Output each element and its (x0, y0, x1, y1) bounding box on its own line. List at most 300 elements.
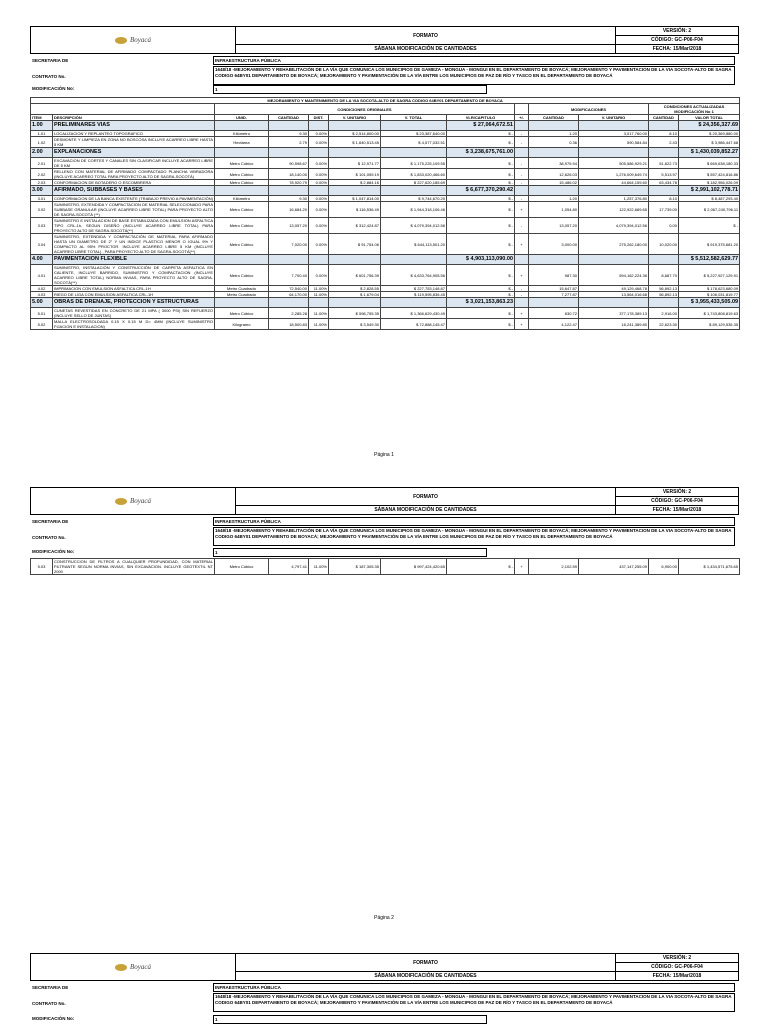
table-row (31, 202, 740, 218)
updated-total: $ 106,031,819.77 (679, 292, 740, 298)
unit: Metro Cúbico (215, 234, 269, 255)
table-cell (579, 186, 649, 196)
table-cell (309, 121, 329, 131)
chapter-title: PRELIMINARES VIAS (53, 121, 215, 131)
item-code: 5.02 (31, 319, 53, 330)
group-actualizadas: CONDICIONES ACTUALIZADAS MODIFICACIÓN No 1 (649, 104, 740, 115)
chapter-value: $ - (447, 292, 515, 298)
table-cell (529, 255, 579, 265)
unit-value: $ 1,047,814.00 (329, 196, 381, 202)
unit-value: $ 101,059.19 (329, 169, 381, 180)
item-code: 3.01 (31, 196, 53, 202)
chapter-item: 5.00 (31, 298, 53, 308)
updated-quantity: 6,900.00 (649, 559, 679, 575)
item-description: IMPRIMACION CON EMULSION ASFALTICA CRL-1H (53, 286, 215, 292)
mod-value: 275,262,180.00 (579, 234, 649, 255)
unit-value: $ 91,754.06 (329, 234, 381, 255)
mod-quantity: 12,626.03 (529, 169, 579, 180)
updated-total: $ 20,369,880.00 (679, 131, 740, 137)
chapter-value: $ - (447, 202, 515, 218)
mod-quantity: 4,122.47 (529, 319, 579, 330)
modificacion-value: 1 (213, 85, 487, 94)
total-value: $ 1,833,020,466.60 (381, 169, 447, 180)
codigo-label: CÓDIGO: GC-P06-F04 (616, 36, 739, 45)
table-cell (529, 121, 579, 131)
quantity: 9.30 (269, 196, 309, 202)
chapter-title: AFIRMADO, SUBBASES Y BASES (53, 186, 215, 196)
table-cell (329, 255, 381, 265)
chapter-row (31, 186, 740, 196)
item-description: SUMINISTRO E INSTALACION DE BASE ESTABILIZADA CON EMULSION ASFALTICA TIPO CRL-1h, SEGUN DISEÑO (INCLUYE ACARREO LIBRE TOTAL) PARA PROYECTO ALTO DE SAGRA-SOCOTÁ(**) (54, 218, 213, 233)
distance: 11.00% (309, 319, 329, 330)
chapter-total: $ 2,991,102,778.71 (679, 186, 740, 196)
distance: 0.00% (309, 234, 329, 255)
distance: 11.00% (309, 292, 329, 298)
logo: Boyacá (31, 488, 236, 515)
total-value: $ 227,620,185.69 (381, 180, 447, 186)
unit: Metro Cúbico (215, 308, 269, 319)
table-cell (515, 298, 529, 308)
item-description: CONFORMACION DE LA BANCA EXISTENTE (TRABAJO PREVIO A PAVIMENTACIÓN) (54, 196, 213, 201)
table-cell (269, 255, 309, 265)
updated-total: $ 5,227,927,129.91 (679, 265, 740, 286)
chapter-value: $ - (447, 286, 515, 292)
table-cell (515, 255, 529, 265)
logo: Boyacá (31, 27, 236, 54)
table-row (31, 158, 740, 169)
chapter-value: $ 3,021,153,863.23 (447, 298, 515, 308)
secretaria-value: INFRAESTRUCTURA PÚBLICA (213, 517, 735, 526)
fecha-label: FECHA: 15/Mar/2018 (616, 506, 739, 515)
unit-value: $ 2,884.16 (329, 180, 381, 186)
chapter-total: $ 3,955,433,505.09 (679, 298, 740, 308)
chapter-total: $ 1,430,039,852.27 (679, 148, 740, 158)
unit: Metro Cúbico (215, 559, 269, 575)
item-description: SUMINISTRO, EXTENDIDA Y COMPACTACIÓN DE MATERIAL PARA AFIRMADO HASTA UN DIAMETRO DE 2" Y UN INDICE PLASTICO MENOR O IGUAL 9% Y COMPACTO AL 95% PROCTOR. INCLUYE ACARREO LIBRE 5 KM (INCLUYE ACARREO LIBRE TOTAL) , PARA PROYECTO ALTO DE SAGRA-SOCOTÁ(**) (54, 234, 213, 254)
mod-quantity: 0.36 (529, 137, 579, 148)
sign: + (515, 202, 529, 218)
mod-quantity: 1,054.80 (529, 202, 579, 218)
table-cell (329, 298, 381, 308)
table-cell (309, 298, 329, 308)
table-cell (381, 186, 447, 196)
updated-quantity: 17,739.00 (649, 202, 679, 218)
table-cell (269, 186, 309, 196)
unit: Metro Cuadrado (215, 286, 269, 292)
mod-value: 4,079,394,012.56 (579, 218, 649, 234)
table-cell (215, 255, 269, 265)
chapter-title: OBRAS DE DRENAJE, PROTECCION Y ESTRUCTURAS (53, 298, 215, 308)
distance: 0.00% (309, 202, 329, 218)
total-value: $ 119,595,836.45 (381, 292, 447, 298)
table-cell (381, 298, 447, 308)
unit-value: $ 312,424.87 (329, 218, 381, 234)
updated-quantity: 0.00 (649, 218, 679, 234)
table-row (31, 265, 740, 286)
contract-info (30, 983, 739, 1023)
modificacion-value: 1 (213, 1015, 487, 1024)
unit-value: $ 2,514,800.00 (329, 131, 381, 137)
mod-value: 594,162,224.36 (579, 265, 649, 286)
unit-value: $ 1,640,513.45 (329, 137, 381, 148)
chapter-value: $ - (447, 319, 515, 330)
mod-quantity: 15,647.87 (529, 286, 579, 292)
col-header: DIST. (309, 115, 329, 121)
table-cell (269, 148, 309, 158)
updated-quantity: 63,434.78 (649, 180, 679, 186)
table-cell (579, 148, 649, 158)
mod-quantity: 630.72 (529, 308, 579, 319)
item-code: 2.03 (31, 180, 53, 186)
distance: 0.00% (309, 131, 329, 137)
mod-value: 377,178,389.13 (579, 308, 649, 319)
chapter-row (31, 148, 740, 158)
updated-total: $ 1,434,571,675.65 (679, 559, 740, 575)
quantities-table (30, 97, 740, 330)
distance: 0.00% (309, 196, 329, 202)
item-code: 3.03 (31, 218, 53, 234)
mod-quantity: 987.30 (529, 265, 579, 286)
item-code: 3.02 (31, 202, 53, 218)
unit-value: $ 3,549.30 (329, 319, 381, 330)
sign: - (515, 180, 529, 186)
fecha-label: FECHA: 15/Mar/2018 (616, 972, 739, 981)
quantity: 7,020.00 (269, 234, 309, 255)
modificacion-label: MODIFICACIÓN No: (32, 1016, 75, 1021)
sign: + (515, 234, 529, 255)
unit: Metro Cúbico (215, 265, 269, 286)
total-value: $ 23,387,640.00 (381, 131, 447, 137)
mod-value: 590,584.84 (579, 137, 649, 148)
chapter-total: $ 5,512,582,629.77 (679, 255, 740, 265)
table-cell (529, 298, 579, 308)
table-cell (215, 298, 269, 308)
mod-value: 13,564,016.68 (579, 292, 649, 298)
total-value: $ 4,577,032.51 (381, 137, 447, 148)
table-cell (515, 121, 529, 131)
mod-value: 122,922,689.65 (579, 202, 649, 218)
distance: 0.00% (309, 180, 329, 186)
mod-quantity: 13,057.20 (529, 218, 579, 234)
chapter-item: 4.00 (31, 255, 53, 265)
sign: - (515, 292, 529, 298)
table-cell (649, 148, 679, 158)
chapter-value: $ 3,238,675,761.00 (447, 148, 515, 158)
formato-title: FORMATO (236, 488, 616, 506)
col-header: ITEM (31, 115, 53, 121)
chapter-value: $ - (447, 137, 515, 148)
item-code: 4.02 (31, 286, 53, 292)
mod-value: 505,586,929.21 (579, 158, 649, 169)
secretaria-value: INFRAESTRUCTURA PÚBLICA (213, 56, 735, 65)
col-header: DESCRIPCIÓN (53, 115, 215, 121)
secretaria-label: SECRETARIA DE (32, 519, 69, 524)
quantity: 9.30 (269, 131, 309, 137)
mod-quantity: 3,000.00 (529, 234, 579, 255)
quantity: 7,700.40 (269, 265, 309, 286)
item-description: CUNETAS REVESTIDAS EN CONCRETO DE 21 MPA ( 3000 PSI) SIN REFUERZO (INCLUYE SELLO DE JUNTAS) (54, 308, 213, 318)
chapter-value: $ - (447, 169, 515, 180)
unit: Metro Cúbico (215, 158, 269, 169)
total-value: $ 1,944,318,106.46 (381, 202, 447, 218)
table-row (31, 234, 740, 255)
updated-quantity: 10,020.00 (649, 234, 679, 255)
table-row (31, 559, 740, 575)
distance: 0.00% (309, 169, 329, 180)
item-description: CONFORMACION DE BOTADERO O ESCOMBRERA (53, 180, 215, 186)
item-description: EXCAVACION DE CORTES Y CANALES SIN CLASIFICAR INCLUYE ACARREO LIBRE DE 5 KM (54, 158, 213, 168)
sign: + (515, 319, 529, 330)
total-value: $ 9,744,670.20 (381, 196, 447, 202)
table-cell (381, 148, 447, 158)
page-number: Página 1 (374, 452, 394, 458)
item-description: LOCALIZACION Y REPLANTEO TOPOGRAFICO (53, 131, 215, 137)
updated-total: $ 2,067,240,796.11 (679, 202, 740, 218)
total-value: $ 4,079,394,012.56 (381, 218, 447, 234)
version-label: VERSIÓN: 2 (616, 27, 739, 36)
item-description: SUMINISTRO, INSTALACIÓN Y CONSTRUCCIÓN DE CARPETA ASFALTICA EN CALIENTE, INCLUYE BARRIDO, SUMINISTRO Y COMPACTACION (INCLUYE ACARREO LIBRE TOTAL) NORMA INVIAS, PARA PROYECTO ALTO DE SAGRA-SOCOTÁ(**) (54, 265, 213, 285)
total-value: $ 644,113,501.20 (381, 234, 447, 255)
table-cell (515, 148, 529, 158)
total-value: $ 4,633,764,905.56 (381, 265, 447, 286)
item-code: 1.01 (31, 131, 53, 137)
col-header: VLR/CAPITULO (447, 115, 515, 121)
item-code: 3.04 (31, 234, 53, 255)
updated-quantity: 2,916.00 (649, 308, 679, 319)
chapter-value: $ - (447, 234, 515, 255)
contrato-label: CONTRATO No. (32, 74, 66, 79)
table-cell (215, 148, 269, 158)
unit: Metro Cúbico (215, 202, 269, 218)
sabana-title: SÁBANA MODIFICACIÓN DE CANTIDADES (236, 972, 616, 981)
quantity: 90,598.67 (269, 158, 309, 169)
unit-value: $ 116,536.49 (329, 202, 381, 218)
updated-total: $ 919,375,681.20 (679, 234, 740, 255)
table-row (31, 169, 740, 180)
table-cell (309, 186, 329, 196)
chapter-value: $ - (447, 180, 515, 186)
chapter-value: $ - (447, 131, 515, 137)
logo: Boyacá (31, 954, 236, 981)
item-code: 5.01 (31, 308, 53, 319)
distance: 0.00% (309, 137, 329, 148)
unit: Kilogramo (215, 319, 269, 330)
table-cell (579, 298, 649, 308)
updated-quantity: 8,687.70 (649, 265, 679, 286)
table-cell (529, 148, 579, 158)
col-header: V. TOTAL (381, 115, 447, 121)
document-header (30, 953, 739, 981)
item-description: MALLA ELECTROSOLDADA 0.15 X 0.15 M D= 4MM (INCLUYE SUMINISTRO FIJACION E INSTALACION) (54, 319, 213, 329)
sabana-title: SÁBANA MODIFICACIÓN DE CANTIDADES (236, 45, 616, 54)
updated-total: $ - (679, 218, 740, 234)
item-description: SUMINISTRO, EXTENDIDA Y COMPACTACION DE MATERIAL SELECCIONADO PARA SUBBASE GRANULAR (INCLUYE ACARREO LIBRE TOTAL) PARA PROYECTO ALTO DE SAGRA-SOCOTÁ (**) (54, 202, 213, 217)
col-header: CANTIDAD (529, 115, 579, 121)
chapter-value: $ 27,064,672.51 (447, 121, 515, 131)
updated-total: $ 178,623,680.09 (679, 286, 740, 292)
chapter-title: EXPLANACIONES (53, 148, 215, 158)
chapter-value: $ - (447, 308, 515, 319)
table-cell (381, 255, 447, 265)
item-description: DESMONTE Y LIMPIEZA EN ZONA NO BOSCOSA INCLUYE ACARREO LIBRE HASTA 5 KM (54, 137, 213, 147)
mod-quantity: 7,277.87 (529, 292, 579, 298)
updated-quantity: 56,892.13 (649, 292, 679, 298)
mod-value: 44,664,159.60 (579, 180, 649, 186)
col-header: +/- (515, 115, 529, 121)
quantity: 18,140.00 (269, 169, 309, 180)
updated-quantity: 8.10 (649, 131, 679, 137)
item-code: 4.01 (31, 265, 53, 286)
table-cell (649, 298, 679, 308)
updated-total: $ 3,986,447.68 (679, 137, 740, 148)
unit-value: $ 1,679.04 (329, 292, 381, 298)
table-cell (649, 255, 679, 265)
col-header: CANTIDAD (269, 115, 309, 121)
chapter-value: $ - (447, 218, 515, 234)
item-code: 2.01 (31, 158, 53, 169)
distance: 11.00% (309, 286, 329, 292)
version-label: VERSIÓN: 2 (616, 954, 739, 963)
sign: - (515, 218, 529, 234)
item-description: RELLENO CON MATERIAL DE AFIRMADO COMPACTADO PLANCHA VIBRADORA (INCLUYE ACARREO TOTAL PARA PROYECTO ALTO DE SAGRA-SOCOTÁ) (54, 169, 213, 179)
sign: - (515, 286, 529, 292)
table-cell (309, 255, 329, 265)
chapter-value: $ - (447, 265, 515, 286)
chapter-item: 1.00 (31, 121, 53, 131)
mod-value: 437,147,255.09 (579, 559, 649, 575)
mod-value: 1,276,009,649.74 (579, 169, 649, 180)
item-description: RIEGO DE LIGA CON EMULSION ASFALTICA CRL-1H (53, 292, 215, 298)
chapter-row (31, 298, 740, 308)
codigo-label: CÓDIGO: GC-P06-F04 (616, 497, 739, 506)
table-cell (649, 186, 679, 196)
formato-title: FORMATO (236, 27, 616, 45)
chapter-total: $ 24,356,327.69 (679, 121, 740, 131)
total-value: $ 997,424,420.65 (381, 559, 447, 575)
updated-quantity: 51,622.73 (649, 158, 679, 169)
col-header: UNID. (215, 115, 269, 121)
unit: Kilómetro (215, 196, 269, 202)
table-cell (529, 186, 579, 196)
total-value: $ 1,175,225,109.55 (381, 158, 447, 169)
table-cell (579, 255, 649, 265)
mod-quantity: 38,975.94 (529, 158, 579, 169)
quantity: 72,540.00 (269, 286, 309, 292)
project-title: MEJORAMIENTO Y MANTENIMIENTO DE LA VIA SOCOTA-ALTO DE SAGRA CODIGO 64BY01 DEPARTAMENTO DE BOYACA (31, 98, 740, 104)
group-original: CONDICIONES ORIGINALES (215, 104, 515, 115)
table-row (31, 137, 740, 148)
updated-total: $ 8,487,293.40 (679, 196, 740, 202)
updated-total: $ 557,424,816.86 (679, 169, 740, 180)
unit-value: $ 187,305.35 (329, 559, 381, 575)
page-number: Página 2 (374, 915, 394, 921)
modificacion-label: MODIFICACIÓN No: (32, 549, 75, 554)
chapter-row (31, 121, 740, 131)
contrato-label: CONTRATO No. (32, 535, 66, 540)
col-header: VALOR TOTAL (679, 115, 740, 121)
sign: - (515, 137, 529, 148)
distance: 11.00% (309, 308, 329, 319)
table-row (31, 319, 740, 330)
chapter-row (31, 255, 740, 265)
updated-quantity: 5,513.97 (649, 169, 679, 180)
table-cell (329, 148, 381, 158)
contrato-value: 1648/18 -MEJORAMIENTO Y REHABILITACIÓN DE LA VÍA QUE COMUNICA LOS MUNICIPIOS DE GAMEZA - MONGUA - MONGUI EN EL DEPARTAMENTO DE BOYACÁ; MEJORAMIENTO Y PAVIMENTACION DE LA VIA SOCOTA-ALTO DE SAGRA CODIGO 64BY01 DEPARTAMENTO DE BOYACÁ; MEJORAMIENTO Y PAVIMENTACIÓN DE LA VÍA ENTRE LOS MUNICIPIOS DE PAZ DE RÍO Y TASCO EN EL DEPARTAMENTO DE BOYACÁ (213, 993, 735, 1012)
sign: - (515, 169, 529, 180)
quantity: 4,797.41 (269, 559, 309, 575)
total-value: $ 227,753,148.87 (381, 286, 447, 292)
updated-total: $ 669,638,180.33 (679, 158, 740, 169)
updated-total: $ 89,129,535.35 (679, 319, 740, 330)
unit: Metro Cúbico (215, 180, 269, 186)
table-cell (309, 148, 329, 158)
sign: - (515, 158, 529, 169)
distance: 0.00% (309, 158, 329, 169)
unit: Metro Cuadrado (215, 292, 269, 298)
mod-quantity: 1.20 (529, 131, 579, 137)
updated-quantity: 22,623.30 (649, 319, 679, 330)
contrato-label: CONTRATO No. (32, 1001, 66, 1006)
mod-quantity: 2,102.59 (529, 559, 579, 575)
group-modificaciones: MODIFICACIONES (529, 104, 649, 115)
updated-quantity: 2.43 (649, 137, 679, 148)
modificacion-label: MODIFICACIÓN No: (32, 86, 75, 91)
chapter-value: $ - (447, 559, 515, 575)
mod-value: 49,129,468.78 (579, 286, 649, 292)
unit: Hectárea (215, 137, 269, 148)
mod-quantity: 1.20 (529, 196, 579, 202)
seal-icon (115, 498, 127, 505)
table-cell (329, 121, 381, 131)
distance: 0.00% (309, 218, 329, 234)
contract-info (30, 517, 739, 557)
table-cell (649, 121, 679, 131)
updated-quantity: 56,892.13 (649, 286, 679, 292)
quantity: 13,057.20 (269, 218, 309, 234)
table-cell (381, 121, 447, 131)
contract-info (30, 56, 739, 96)
unit: Metro Cúbico (215, 169, 269, 180)
modificacion-value: 1 (213, 548, 487, 557)
contrato-value: 1648/18 -MEJORAMIENTO Y REHABILITACIÓN DE LA VÍA QUE COMUNICA LOS MUNICIPIOS DE GAMEZA - MONGUA - MONGUI EN EL DEPARTAMENTO DE BOYACÁ; MEJORAMIENTO Y PAVIMENTACION DE LA VIA SOCOTA-ALTO DE SAGRA CODIGO 64BY01 DEPARTAMENTO DE BOYACÁ; MEJORAMIENTO Y PAVIMENTACIÓN DE LA VÍA ENTRE LOS MUNICIPIOS DE PAZ DE RÍO Y TASCO EN EL DEPARTAMENTO DE BOYACÁ (213, 527, 735, 546)
formato-title: FORMATO (236, 954, 616, 972)
quantity: 78,920.79 (269, 180, 309, 186)
document-header (30, 487, 739, 515)
distance: 0.00% (309, 265, 329, 286)
item-code: 2.02 (31, 169, 53, 180)
mod-quantity: 15,486.02 (529, 180, 579, 186)
table-cell (579, 121, 649, 131)
unit-value: $ 2,828.55 (329, 286, 381, 292)
contrato-value: 1648/18 -MEJORAMIENTO Y REHABILITACIÓN DE LA VÍA QUE COMUNICA LOS MUNICIPIOS DE GAMEZA - MONGUA - MONGUI EN EL DEPARTAMENTO DE BOYACÁ; MEJORAMIENTO Y PAVIMENTACION DE LA VIA SOCOTA-ALTO DE SAGRA CODIGO 64BY01 DEPARTAMENTO DE BOYACÁ; MEJORAMIENTO Y PAVIMENTACIÓN DE LA VÍA ENTRE LOS MUNICIPIOS DE PAZ DE RÍO Y TASCO EN EL DEPARTAMENTO DE BOYACÁ (213, 66, 735, 85)
unit-value: $ 598,755.35 (329, 308, 381, 319)
quantity: 2,285.28 (269, 308, 309, 319)
sign: + (515, 265, 529, 286)
item-code: 1.02 (31, 137, 53, 148)
total-value: $ 1,366,629,430.49 (381, 308, 447, 319)
sabana-title: SÁBANA MODIFICACIÓN DE CANTIDADES (236, 506, 616, 515)
table-cell (269, 298, 309, 308)
chapter-value: $ - (447, 196, 515, 202)
table-row (31, 218, 740, 234)
seal-icon (115, 964, 127, 971)
updated-quantity: 8.10 (649, 196, 679, 202)
sign: + (515, 559, 529, 575)
updated-total: $ 1,743,808,819.63 (679, 308, 740, 319)
quantity: 64,170.00 (269, 292, 309, 298)
chapter-title: PAVIMENTACION FLEXIBLE (53, 255, 215, 265)
item-description: CONSTRUCCION DE FILTROS A CUALQUIER PROFUNDIDAD, CON MATERIAL FILTRANTE SEGUN NORMA INVIAS, SIN EXCAVACION. INCLUYE GEOTEXTIL NT 2000 (54, 559, 213, 574)
